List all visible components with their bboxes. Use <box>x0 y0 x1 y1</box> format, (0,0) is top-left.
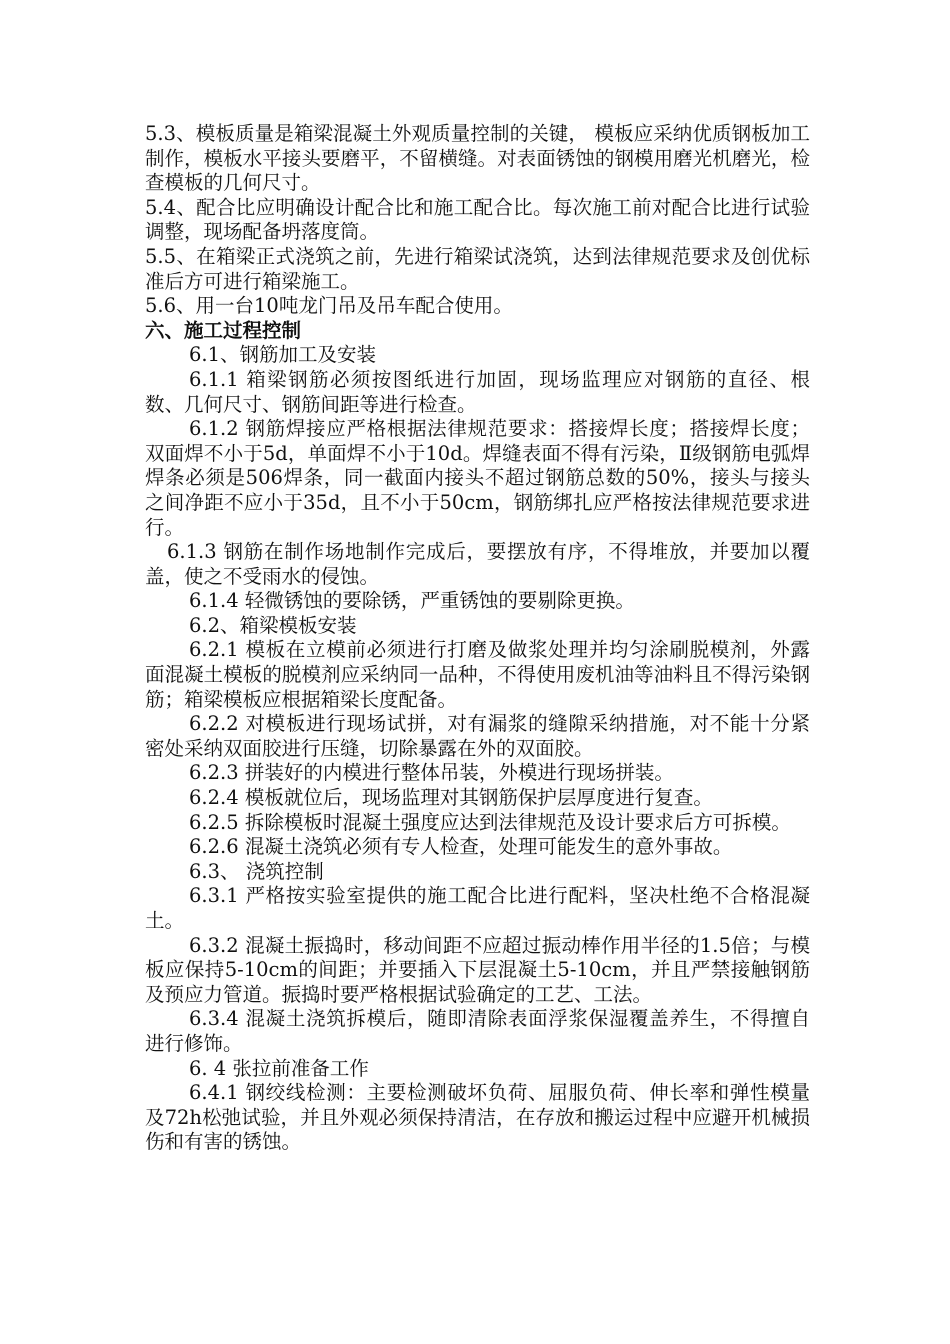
paragraph-6-3-4: 6.3.4 混凝土浇筑拆模后，随即清除表面浮浆保湿覆盖养生，不得擅自进行修饰。 <box>145 1007 810 1055</box>
paragraph-6-4-1: 6.4.1 钢绞线检测：主要检测破坏负荷、屈服负荷、伸长率和弹性模量及72h松弛试验，并且外观必须保持清洁，在存放和搬运过程中应避开机械损伤和有害的锈蚀。 <box>145 1081 810 1154</box>
section-heading-6: 六、施工过程控制 <box>145 318 302 342</box>
paragraph-6-2-6: 6.2.6 混凝土浇筑必须有专人检查，处理可能发生的意外事故。 <box>189 835 733 859</box>
paragraph-6-2-4: 6.2.4 模板就位后，现场监理对其钢筋保护层厚度进行复查。 <box>189 786 713 810</box>
paragraph-6-1-1: 6.1.1 箱梁钢筋必须按图纸进行加固，现场监理应对钢筋的直径、根数、几何尺寸、钢筋间距等进行检查。 <box>145 367 810 416</box>
paragraph-6-3-2: 6.3.2 混凝土振捣时，移动间距不应超过振动棒作用半径的1.5倍；与模板应保持5-10cm的间距；并要插入下层混凝土5-10cm，并且严禁接触钢筋及预应力管道。振捣时要严格根据试验确定的工艺、工法。 <box>145 933 810 1006</box>
paragraph-5-3: 5.3、模板质量是箱梁混凝土外观质量控制的关键， 模板应采纳优质钢板加工制作，模板水平接头要磨平，不留横缝。对表面锈蚀的钢模用磨光机磨光，检查模板的几何尺寸。 <box>145 122 810 195</box>
paragraph-5-4: 5.4、配合比应明确设计配合比和施工配合比。每次施工前对配合比进行试验调整，现场配备坍落度筒。 <box>145 195 810 244</box>
paragraph-6-2-3: 6.2.3 拼装好的内模进行整体吊装，外模进行现场拼装。 <box>189 761 674 785</box>
paragraph-6-1-2: 6.1.2 钢筋焊接应严格根据法律规范要求：搭接焊长度；搭接焊长度；双面焊不小于5d，单面焊不小于10d。焊缝表面不得有污染，Ⅱ级钢筋电弧焊焊条必须是506焊条，同一截面内接头不超过钢筋总数的50%，接头与接头之间净距不应小于35d，且不小于50cm，钢筋绑扎应严格按法律规范要求进行。 <box>145 417 810 539</box>
paragraph-5-5: 5.5、在箱梁正式浇筑之前，先进行箱梁试浇筑，达到法律规范要求及创优标准后方可进行箱梁施工。 <box>145 244 810 293</box>
paragraph-6-2-1: 6.2.1 模板在立模前必须进行打磨及做浆处理并均匀涂刷脱模剂，外露面混凝土模板的脱模剂应采纳同一品种，不得使用废机油等油料且不得污染钢筋；箱梁模板应根据箱梁长度配备。 <box>145 638 810 711</box>
document-page <box>145 122 810 1155</box>
paragraph-6-2-2: 6.2.2 对模板进行现场试拼，对有漏浆的缝隙采纳措施，对不能十分紧密处采纳双面胶进行压缝，切除暴露在外的双面胶。 <box>145 712 810 760</box>
subheading-6-1: 6.1、钢筋加工及安装 <box>189 343 377 367</box>
paragraph-6-2-5: 6.2.5 拆除模板时混凝土强度应达到法律规范及设计要求后方可拆模。 <box>189 810 791 834</box>
paragraph-6-3-1: 6.3.1 严格按实验室提供的施工配合比进行配料，坚决杜绝不合格混凝土。 <box>145 884 810 932</box>
paragraph-6-1-4: 6.1.4 轻微锈蚀的要除锈，严重锈蚀的要剔除更换。 <box>189 589 635 613</box>
paragraph-6-1-3: 6.1.3 钢筋在制作场地制作完成后，要摆放有序，不得堆放，并要加以覆盖，使之不受雨水的侵蚀。 <box>145 540 810 588</box>
subheading-6-3: 6.3、 浇筑控制 <box>189 859 324 883</box>
subheading-6-4: 6. 4 张拉前准备工作 <box>189 1056 369 1080</box>
subheading-6-2: 6.2、箱梁模板安装 <box>189 613 357 637</box>
paragraph-5-6: 5.6、用一台10吨龙门吊及吊车配合使用。 <box>145 294 513 318</box>
